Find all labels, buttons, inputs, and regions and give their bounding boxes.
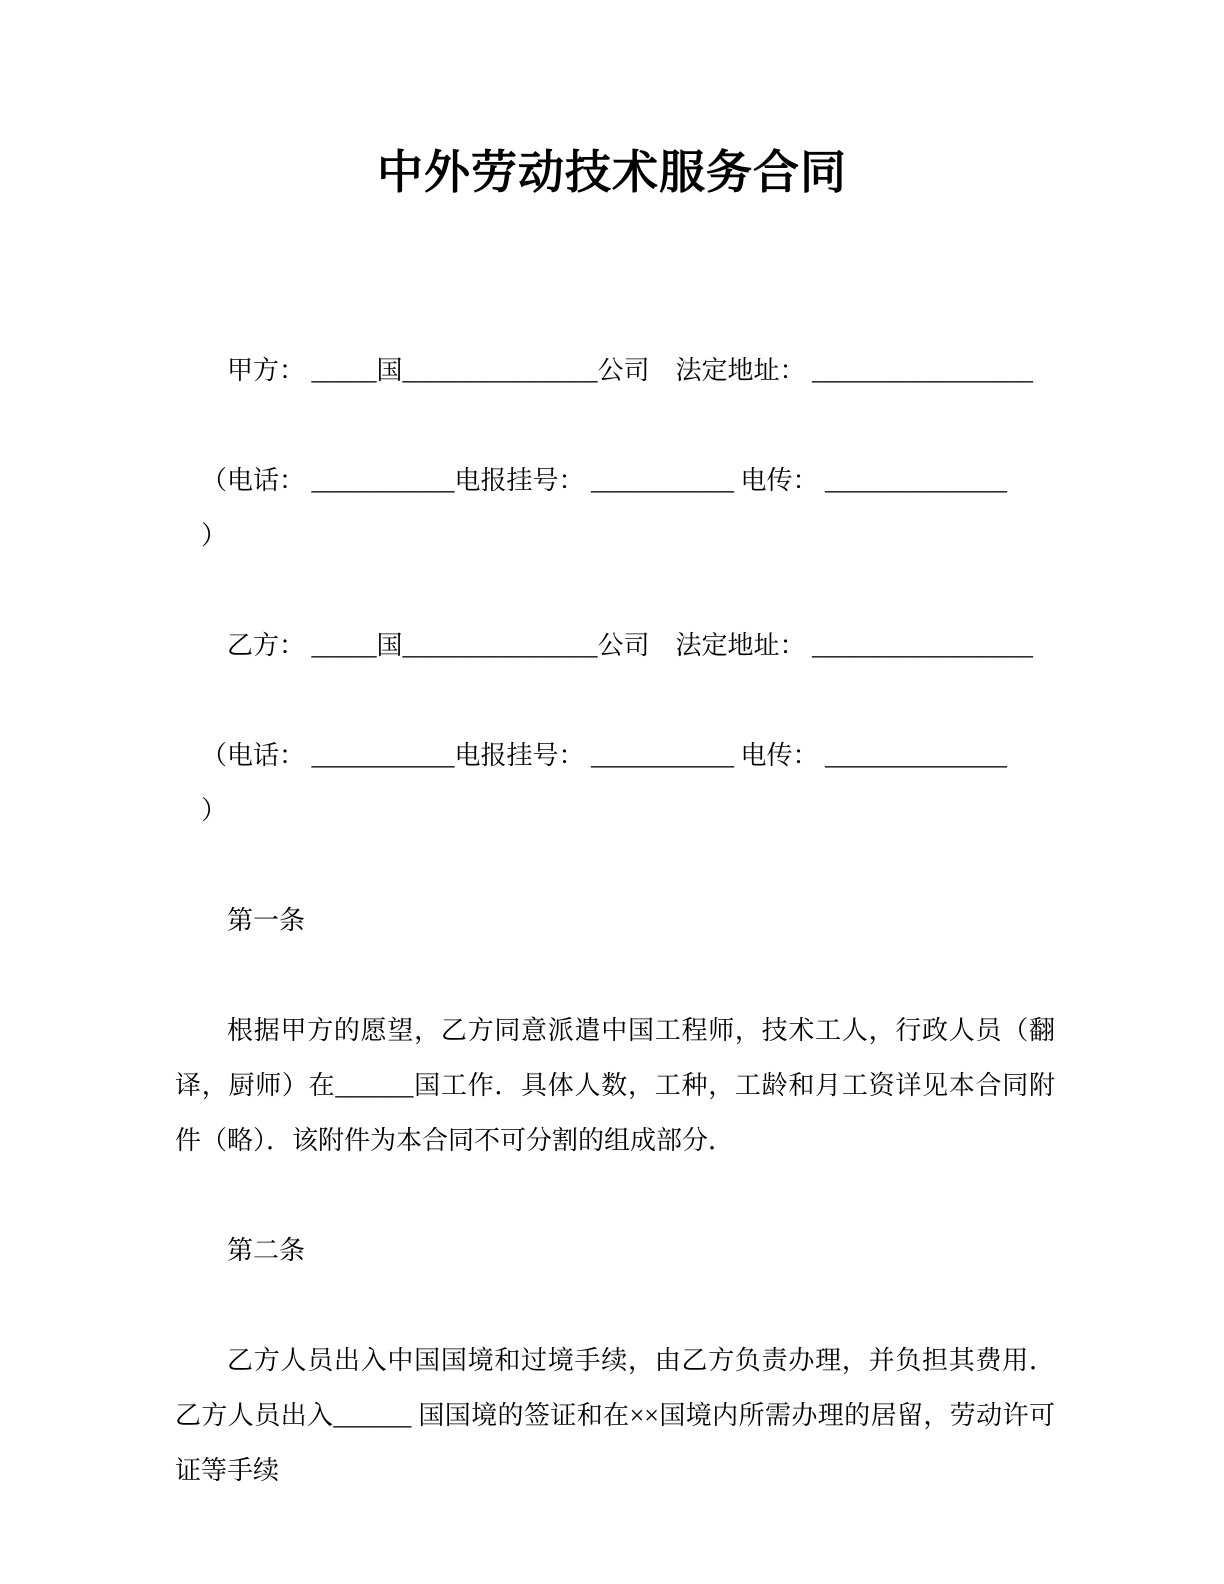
party-b-contact-close-paren: ） — [201, 796, 228, 825]
document-body — [175, 343, 1055, 1498]
party-a-contact-block — [175, 453, 1055, 563]
spacer — [175, 398, 1055, 453]
party-b-contact-block — [175, 728, 1055, 838]
spacer — [175, 1168, 1055, 1223]
spacer — [175, 948, 1055, 1003]
party-a-line: 甲方： _____国_______________公司 法定地址： _________________ — [227, 356, 1034, 385]
document-title: 中外劳动技术服务合同 — [377, 146, 847, 198]
spacer — [175, 563, 1055, 618]
party-a-contact-line: （电话： ___________电报挂号： ___________ 电传： ______________ — [201, 466, 1008, 495]
party-b-line: 乙方： _____国_______________公司 法定地址： _________________ — [227, 631, 1034, 660]
article-2-body: 乙方人员出入中国国境和过境手续，由乙方负责办理，并负担其费用．乙方人员出入______ 国国境的签证和在××国境内所需办理的居留，劳动许可证等手续 — [175, 1346, 1055, 1485]
party-a-contact-close-paren: ） — [201, 521, 228, 550]
spacer — [175, 1278, 1055, 1333]
article-1-body: 根据甲方的愿望，乙方同意派遣中国工程师，技术工人，行政人员（翻译，厨师）在______国工作．具体人数，工种，工龄和月工资详见本合同附件（略）．该附件为本合同不可分割的组成部分． — [175, 1016, 1055, 1155]
party-b-contact-line: （电话： ___________电报挂号： ___________ 电传： ______________ — [201, 741, 1008, 770]
spacer — [175, 673, 1055, 728]
article-2-heading: 第二条 — [227, 1236, 306, 1265]
article-1-heading: 第一条 — [227, 906, 306, 935]
spacer — [175, 838, 1055, 893]
